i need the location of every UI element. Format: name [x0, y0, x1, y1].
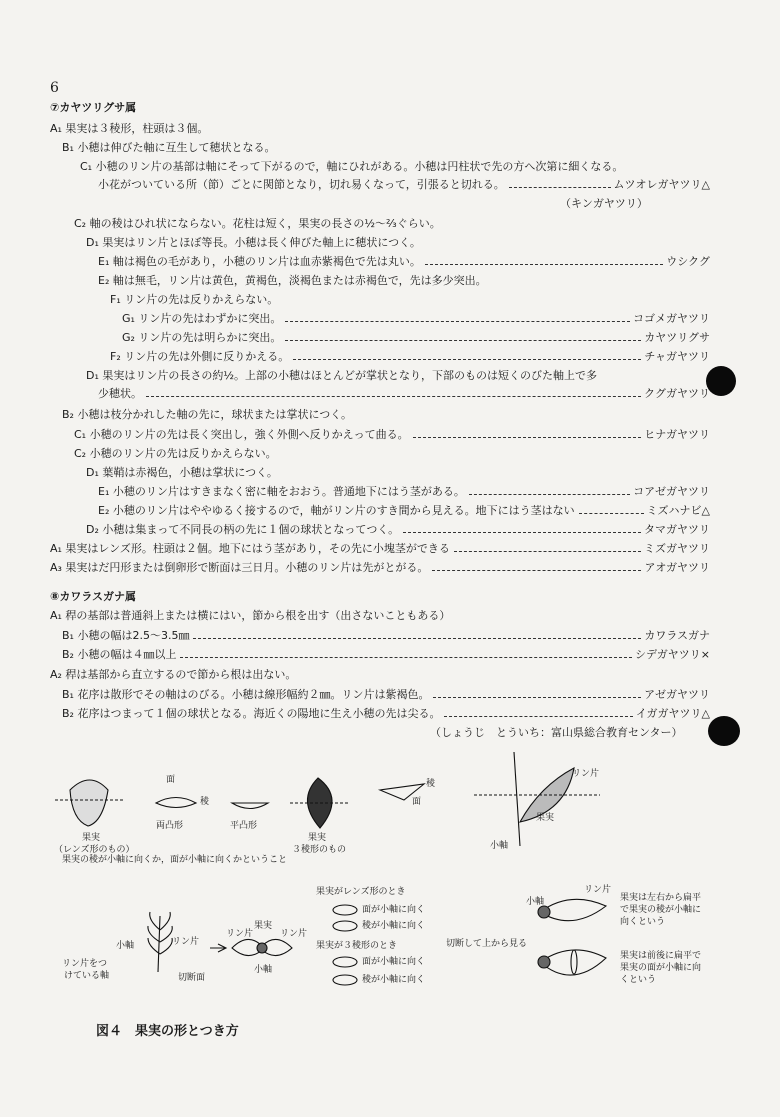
- key-line-text: B₂ 小穂の幅は４㎜以上: [62, 648, 177, 661]
- species-name: コゴメガヤツリ: [633, 312, 710, 325]
- fig-cut-face: 切断面: [178, 973, 206, 983]
- axis-stem-drawing: [514, 752, 520, 846]
- lens-fruit-drawing: [70, 780, 108, 826]
- key-line-text: D₂ 小穂は集まって不同長の柄の先に１個の球状となってつく。: [86, 523, 400, 536]
- species-name: クグガヤツリ: [644, 387, 710, 400]
- fig-mid-fruit: 果実: [254, 921, 273, 931]
- species-name: カヤツリグサ: [644, 331, 710, 344]
- biconvex-section-drawing: [156, 798, 196, 808]
- trigonous-face-toward-axis-drawing: [333, 957, 357, 967]
- species-name: シデガヤツリ×: [635, 648, 710, 661]
- species-name: アゼガヤツリ: [644, 688, 710, 701]
- fig-tri-ridge: 稜が小軸に向く: [362, 975, 426, 985]
- fig-flat-fb-3: くという: [620, 975, 657, 985]
- fig-trigonous-label-2: ３稜形のもの: [292, 845, 347, 855]
- fig-biconvex-label: 両凸形: [156, 821, 184, 831]
- species-name: カワラスガナ: [644, 629, 710, 642]
- fig-lens-case: 果実がレンズ形のとき: [316, 887, 406, 897]
- fig-scale-attach-1: リン片をつ: [62, 959, 108, 969]
- fig-lens-face: 面が小軸に向く: [362, 905, 426, 915]
- fig-flat-lr-2: で果実の稜が小軸に: [620, 905, 702, 915]
- fig-ridge-label: 稜: [200, 797, 210, 807]
- key-line-text: G₂ リン片の先は明らかに突出。: [122, 331, 282, 344]
- fig-plano-label: 平凸形: [230, 821, 258, 831]
- key-line-text: A₁ 稈の基部は普通斜上または横にはい，節から根を出す（出さないこともある）: [50, 609, 451, 622]
- key-line-text: ⑦カヤツリグサ属: [50, 101, 137, 114]
- fig-axis-label: 小軸: [490, 841, 509, 851]
- key-line-text: C₂ 小穂のリン片の先は反りかえらない。: [74, 447, 277, 460]
- key-line-text: B₁ 小穂の幅は2.5～3.5㎜: [62, 629, 190, 642]
- key-line-text: ⑧カワラスガナ属: [50, 590, 136, 603]
- key-line-text: A₁ 果実は３稜形，柱頭は３個。: [50, 122, 209, 135]
- fig-scale-left: リン片: [172, 937, 200, 947]
- fig-trigonous-label-1: 果実: [308, 833, 327, 843]
- lens-face-toward-axis-drawing: [333, 905, 357, 915]
- key-line-text: C₁ 小穂のリン片の基部は軸にそって下がるので，軸にひれがある。小穂は円柱状で先の方へ次第に細くなる。: [80, 160, 624, 173]
- species-name: チャガヤツリ: [644, 350, 710, 363]
- fig-tri-face: 面が小軸に向く: [362, 957, 426, 967]
- species-name: タマガヤツリ: [644, 523, 710, 536]
- key-line-text: C₁ 小穂のリン片の先は長く突出し，強く外側へ反りかえって曲る。: [74, 428, 409, 441]
- fig-face-label: 面: [166, 775, 176, 785]
- key-line-text: A₁ 果実はレンズ形。柱頭は２個。地下にはう茎があり，その先に小塊茎ができる: [50, 542, 450, 555]
- key-line-text: 小花がついている所（節）ごとに関節となり，切れ易くなって，引張ると切れる。: [98, 178, 505, 191]
- species-name: ムツオレガヤツリ△: [613, 178, 710, 191]
- fig-mid-scale-left: リン片: [226, 929, 254, 939]
- species-name: ミズガヤツリ: [644, 542, 710, 555]
- fig-scale-label: リン片: [572, 769, 600, 779]
- key-line-text: B₁ 小穂は伸びた軸に互生して穂状となる。: [62, 141, 276, 154]
- species-name: アオガヤツリ: [644, 561, 710, 574]
- key-line-text: D₁ 葉鞘は赤褐色，小穂は掌状につく。: [86, 466, 278, 479]
- fig-fruit-label: 果実: [82, 833, 101, 843]
- key-line-text: C₂ 軸の稜はひれ状にならない。花柱は短く，果実の長さの½～⅔ぐらい。: [74, 217, 441, 230]
- species-name: （キンガヤツリ）: [560, 197, 648, 210]
- key-line-text: E₂ 軸は無毛，リン片は黄色，黄褐色，淡褐色または赤褐色で，先は多少突出。: [98, 274, 487, 287]
- fig-right-axis: 小軸: [526, 897, 545, 907]
- fig-lens-ridge: 稜が小軸に向く: [362, 921, 426, 931]
- species-name: イガガヤツリ△: [635, 707, 710, 720]
- fig-flat-lr-3: 向くという: [620, 917, 666, 927]
- fig-ridge-label-2: 稜: [426, 779, 436, 789]
- fig-flat-lr-1: 果実は左右から扁平: [620, 893, 702, 903]
- key-line-text: G₁ リン片の先はわずかに突出。: [122, 312, 282, 325]
- fig-spikelet-axis: 小軸: [116, 941, 135, 951]
- plano-convex-section-drawing: [232, 803, 268, 809]
- fig-mid-axis: 小軸: [254, 965, 273, 975]
- fig-cut-view: 切断して上から見る: [446, 939, 528, 949]
- fig-mid-scale-right: リン片: [280, 929, 308, 939]
- fig-flat-fb-1: 果実は前後に扁平で: [620, 951, 702, 961]
- key-line-text: B₁ 花序は散形でその軸はのびる。小穂は線形幅約２㎜。リン片は紫褐色。: [62, 688, 430, 701]
- fig-tri-case: 果実が３稜形のとき: [316, 941, 398, 951]
- fig-lens-note: （レンズ形のもの）: [54, 845, 135, 855]
- key-line-text: D₁ 果実はリン片とほぼ等長。小穂は長く伸びた軸上に穂状につく。: [86, 236, 421, 249]
- fig-scale-attach-2: けている軸: [64, 971, 110, 981]
- species-name: ウシクグ: [666, 255, 710, 268]
- species-name: コアゼガヤツリ: [633, 485, 710, 498]
- species-name: （しょうじ とういち：富山県総合教育センター）: [430, 726, 683, 739]
- spikelet-drawing: [158, 916, 160, 972]
- key-line-text: E₂ 小穂のリン片はややゆるく接するので，軸がリン片のすき間から見える。地下にはう茎はない: [98, 504, 575, 517]
- fig-question: 果実の稜が小軸に向くか，面が小軸に向くかということ: [62, 855, 288, 865]
- figure-caption: 図４ 果実の形とつき方: [96, 1024, 239, 1039]
- key-line-text: A₂ 稈は基部から直立するので節から根は出ない。: [50, 668, 297, 681]
- key-line-text: D₁ 果実はリン片の長さの約½。上部の小穂はほとんどが掌状となり，下部のものは短くのびた軸上で多: [86, 369, 598, 382]
- species-name: ミズハナビ△: [646, 504, 710, 517]
- key-line-text: F₁ リン片の先は反りかえらない。: [110, 293, 279, 306]
- fig-fruit-label-2: 果実: [536, 813, 555, 823]
- key-line-text: B₂ 小穂は枝分かれした軸の先に，球状または掌状につく。: [62, 408, 353, 421]
- fig-right-scale: リン片: [584, 885, 612, 895]
- fig-flat-fb-2: 果実の面が小軸に向: [620, 963, 702, 973]
- key-line-text: E₁ 軸は褐色の毛があり，小穂のリン片は血赤紫褐色で先は丸い。: [98, 255, 421, 268]
- key-line-text: A₃ 果実はだ円形または倒卵形で断面は三日月。小穂のリン片は先がとがる。: [50, 561, 429, 574]
- key-line-text: F₂ リン片の先は外側に反りかえる。: [110, 350, 290, 363]
- page-number: 6: [50, 80, 59, 96]
- key-line-text: B₂ 花序はつまって１個の球状となる。海近くの陽地に生え小穂の先は尖る。: [62, 707, 441, 720]
- key-line-text: E₁ 小穂のリン片はすきまなく密に軸をおおう。普通地下にはう茎がある。: [98, 485, 465, 498]
- key-line-text: 少穂状。: [98, 387, 142, 400]
- fig-face-label-2: 面: [412, 797, 422, 807]
- species-name: ヒナガヤツリ: [644, 428, 710, 441]
